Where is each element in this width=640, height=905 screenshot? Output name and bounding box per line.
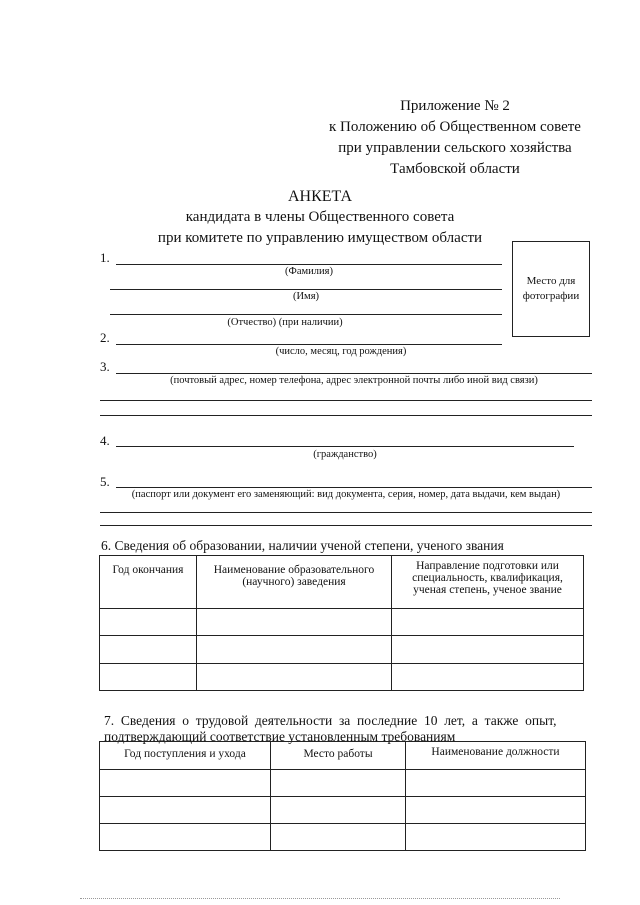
appendix-ref-line3: Тамбовской области	[390, 161, 520, 177]
birthdate-caption: (число, месяц, год рождения)	[275, 346, 407, 357]
field-1-number: 1.	[100, 250, 110, 265]
contacts-caption: (почтовый адрес, номер телефона, адрес электронной почты либо иной вид связи)	[170, 375, 538, 386]
field-5-number: 5.	[100, 474, 110, 489]
employment-heading-line2: подтверждающий соответствие установленным требованиям	[104, 729, 456, 744]
field-3-number: 3.	[100, 359, 110, 374]
table-row	[100, 770, 586, 797]
table-cell[interactable]	[406, 824, 586, 851]
passport-caption: (паспорт или документ его заменяющий: вид документа, серия, номер, дата выдачи, кем выдан)	[131, 489, 561, 500]
education-heading: 6. Сведения об образовании, наличии ученой степени, ученого звания	[101, 538, 504, 553]
col-workplace: Место работы	[271, 742, 406, 770]
employment-table-header	[100, 742, 586, 770]
table-cell[interactable]	[271, 770, 406, 797]
table-cell[interactable]	[100, 797, 271, 824]
surname-caption: (Фамилия)	[285, 266, 333, 277]
col-institution: Наименование образовательного (научного) заведения	[197, 556, 392, 609]
contacts-line[interactable]	[116, 373, 592, 374]
education-table	[99, 555, 584, 691]
field-2-number: 2.	[100, 330, 110, 345]
appendix-number: Приложение № 2	[400, 98, 510, 114]
table-cell[interactable]	[406, 797, 586, 824]
appendix-ref-line1: к Положению об Общественном совете	[329, 119, 581, 135]
contacts-line-2[interactable]	[100, 400, 592, 401]
table-cell[interactable]	[100, 824, 271, 851]
table-cell[interactable]	[100, 609, 197, 636]
table-cell[interactable]	[100, 636, 197, 664]
table-cell[interactable]	[100, 664, 197, 691]
form-subtitle-1: кандидата в члены Общественного совета	[185, 209, 455, 225]
col-specialty: Направление подготовки или специальность, квалификация, ученая степень, ученое звание	[392, 556, 584, 609]
citizenship-line[interactable]	[116, 446, 574, 447]
table-cell[interactable]	[100, 770, 271, 797]
name-line[interactable]	[110, 289, 502, 290]
contacts-line-3[interactable]	[100, 415, 592, 416]
col-years: Год поступления и ухода	[100, 742, 271, 770]
table-row	[100, 636, 584, 664]
photo-placeholder-label: Место для фотографии	[522, 275, 580, 302]
photo-placeholder	[512, 241, 590, 337]
col-graduation-year: Год окончания	[100, 556, 197, 609]
passport-line-2[interactable]	[100, 512, 592, 513]
table-cell[interactable]	[406, 770, 586, 797]
table-cell[interactable]	[392, 636, 584, 664]
table-row	[100, 664, 584, 691]
education-table-header	[100, 556, 584, 609]
citizenship-caption: (гражданство)	[313, 449, 377, 460]
form-subtitle-2: при комитете по управлению имуществом области	[157, 230, 483, 246]
passport-line-3[interactable]	[100, 525, 592, 526]
table-cell[interactable]	[392, 609, 584, 636]
form-title: АНКЕТА	[287, 188, 353, 205]
col-position: Наименование должности	[406, 742, 586, 770]
table-cell[interactable]	[197, 636, 392, 664]
table-cell[interactable]	[271, 824, 406, 851]
name-caption: (Имя)	[292, 291, 320, 302]
table-row	[100, 797, 586, 824]
patronymic-caption: (Отчество) (при наличии)	[227, 317, 343, 328]
table-cell[interactable]	[197, 664, 392, 691]
table-cell[interactable]	[271, 797, 406, 824]
surname-line[interactable]	[116, 264, 502, 265]
table-cell[interactable]	[197, 609, 392, 636]
patronymic-line[interactable]	[110, 314, 502, 315]
field-4-number: 4.	[100, 433, 110, 448]
employment-table	[99, 741, 586, 851]
employment-heading-line1: 7. Сведения о трудовой деятельности за последние 10 лет, а также опыт,	[104, 713, 557, 728]
table-row	[100, 824, 586, 851]
table-row	[100, 609, 584, 636]
table-cell[interactable]	[392, 664, 584, 691]
passport-line[interactable]	[116, 487, 592, 488]
appendix-ref-line2: при управлении сельского хозяйства	[338, 140, 572, 156]
birthdate-line[interactable]	[116, 344, 502, 345]
scan-artifact-line	[80, 898, 560, 899]
